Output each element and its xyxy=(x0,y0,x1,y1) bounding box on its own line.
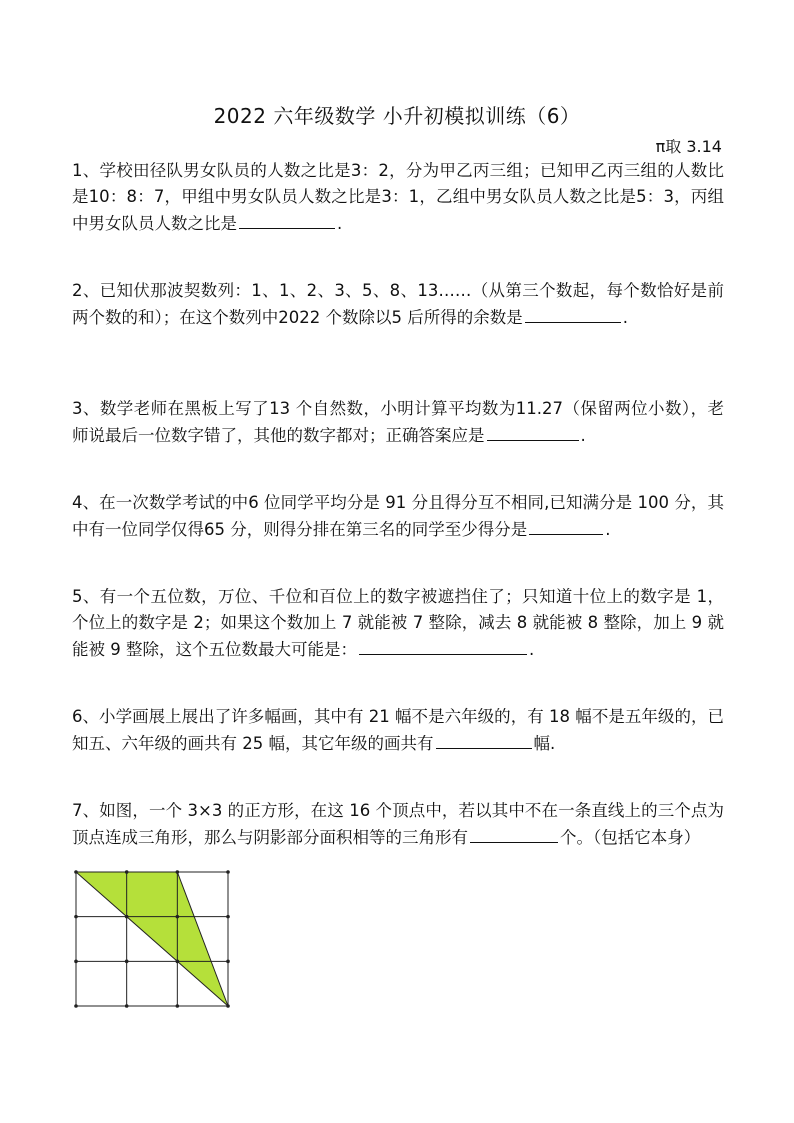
grid-vertex xyxy=(176,1004,180,1008)
grid-vertex xyxy=(74,870,78,874)
question-4 xyxy=(72,490,724,543)
question-suffix: . xyxy=(337,214,343,233)
grid-vertex xyxy=(176,960,180,964)
grid-vertex xyxy=(125,960,129,964)
grid-vertex xyxy=(74,915,78,919)
grid-figure xyxy=(72,868,232,1010)
answer-blank xyxy=(470,824,558,843)
answer-blank xyxy=(239,210,335,229)
grid-vertex xyxy=(125,870,129,874)
question-3 xyxy=(72,396,724,449)
grid-vertex xyxy=(74,960,78,964)
grid-vertex xyxy=(176,870,180,874)
question-suffix: . xyxy=(605,520,611,539)
page-title: 2022 六年级数学 小升初模拟训练（6） xyxy=(213,104,581,128)
question-suffix: 个。（包括它本身） xyxy=(560,828,701,847)
grid-vertex xyxy=(226,870,230,874)
answer-blank xyxy=(529,516,603,535)
question-text: 4、在一次数学考试的中6 位同学平均分是 91 分且得分互不相同,已知满分是 100 分，其中有一位同学仅得65 分，则得分排在第三名的同学至少得分是 xyxy=(72,493,724,539)
pi-note: π取 3.14 xyxy=(655,137,722,156)
grid-vertex xyxy=(125,915,129,919)
grid-vertex xyxy=(125,1004,129,1008)
answer-blank xyxy=(487,422,579,441)
question-suffix: . xyxy=(529,640,535,659)
question-text: 7、如图，一个 3×3 的正方形，在这 16 个顶点中，若以其中不在一条直线上的三个点为顶点连成三角形，那么与阴影部分面积相等的三角形有 xyxy=(72,801,724,847)
answer-blank xyxy=(525,304,621,323)
question-text: 1、学校田径队男女队员的人数之比是3：2，分为甲乙丙三组；已知甲乙丙三组的人数比是10：8：7，甲组中男女队员人数之比是3：1，乙组中男女队员人数之比是5：3，丙组中男女队员人数之比是 xyxy=(72,161,724,233)
question-text: 6、小学画展上展出了许多幅画，其中有 21 幅不是六年级的，有 18 幅不是五年级的，已知五、六年级的画共有 25 幅，其它年级的画共有 xyxy=(72,707,724,753)
grid-vertex xyxy=(74,1004,78,1008)
question-2 xyxy=(72,278,724,331)
question-1 xyxy=(72,158,724,237)
grid-vertex xyxy=(176,915,180,919)
grid-vertex xyxy=(226,1004,230,1008)
grid-vertex xyxy=(226,960,230,964)
question-6 xyxy=(72,704,724,757)
question-suffix: . xyxy=(622,308,628,327)
question-text: 3、数学老师在黑板上写了13 个自然数，小明计算平均数为11.27（保留两位小数），老师说最后一位数字错了，其他的数字都对；正确答案应是 xyxy=(72,399,724,445)
grid-vertex xyxy=(226,915,230,919)
question-text: 2、已知伏那波契数列：1、1、2、3、5、8、13……（从第三个数起，每个数恰好是前两个数的和）；在这个数列中2022 个数除以5 后所得的余数是 xyxy=(72,281,724,327)
answer-blank xyxy=(436,730,532,749)
question-text: 5、有一个五位数，万位、千位和百位上的数字被遮挡住了；只知道十位上的数字是 1，个位上的数字是 2；如果这个数加上 7 就能被 7 整除，减去 8 就能被 8 整除，加上 9 就能被 9 整除，这个五位数最大可能是： xyxy=(72,587,724,659)
question-5 xyxy=(72,584,724,663)
question-suffix: 幅. xyxy=(533,734,556,753)
question-suffix: . xyxy=(580,426,586,445)
question-7 xyxy=(72,798,724,851)
answer-blank xyxy=(359,636,527,655)
